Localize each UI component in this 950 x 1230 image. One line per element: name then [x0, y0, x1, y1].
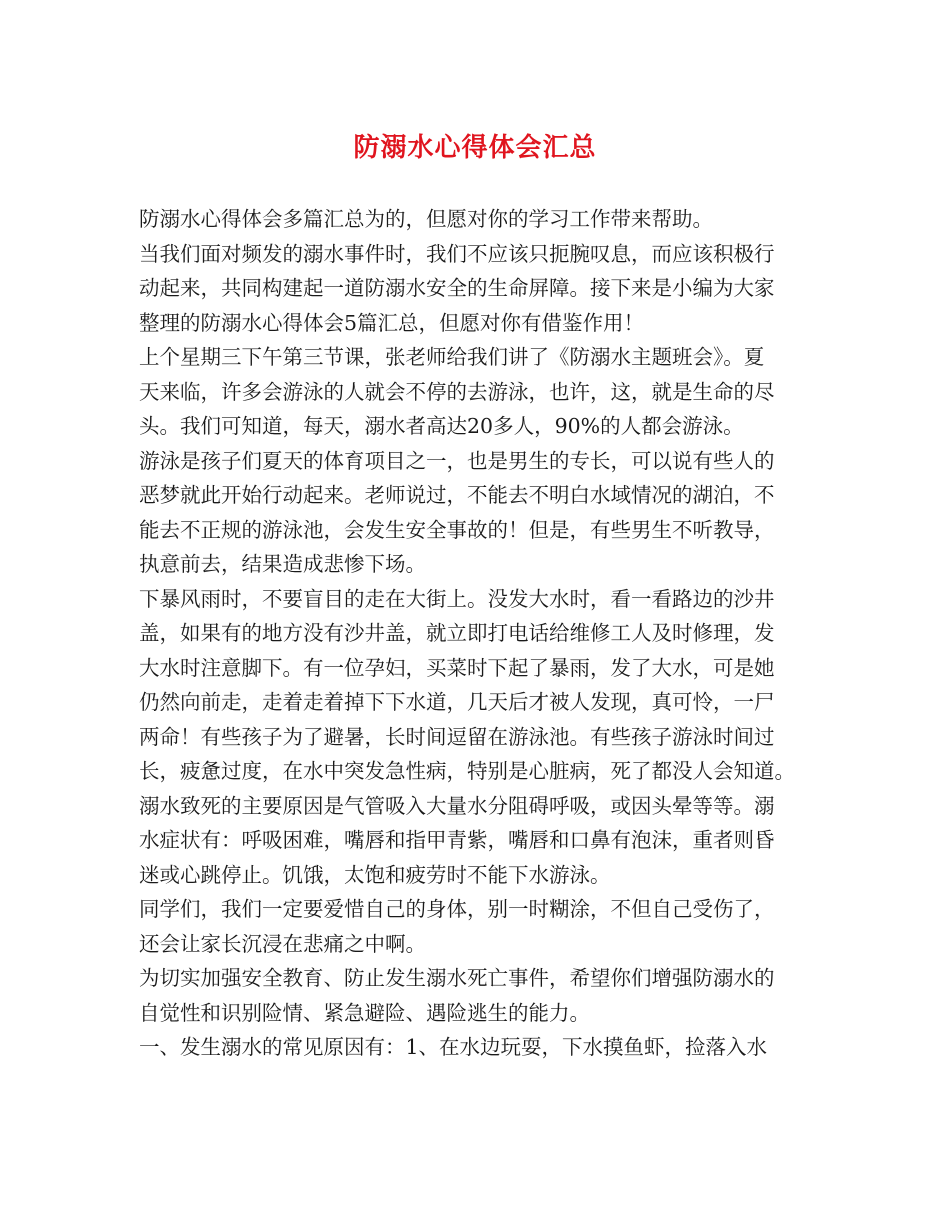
- text-line: 溺水致死的主要原因是气管吸入大量水分阻碍呼吸，或因头晕等等。溺: [139, 793, 775, 818]
- text-line: 水症状有：呼吸困难，嘴唇和指甲青紫，嘴唇和口鼻有泡沫，重者则昏: [139, 828, 775, 852]
- text-line: 当我们面对频发的溺水事件时，我们不应该只扼腕叹息，而应该积极行: [139, 241, 775, 266]
- text-line: 能去不正规的游泳池，会发生安全事故的！但是，有些男生不听教导，: [139, 517, 775, 542]
- text-line: 下暴风雨时，不要盲目的走在大街上。没发大水时，看一看路边的沙井: [139, 586, 775, 611]
- text-line: 头。我们可知道，每天，溺水者高达20多人，90%的人都会游泳。: [139, 414, 744, 438]
- text-line: 仍然向前走，走着走着掉下下水道，几天后才被人发现，真可怜，一尸: [139, 690, 775, 714]
- text-line: 还会让家长沉浸在悲痛之中啊。: [139, 931, 426, 956]
- text-line: 游泳是孩子们夏天的体育项目之一，也是男生的专长，可以说有些人的: [139, 448, 775, 473]
- text-line: 上个星期三下午第三节课，张老师给我们讲了《防溺水主题班会》。夏: [139, 345, 765, 369]
- text-line: 同学们，我们一定要爱惜自己的身体，别一时糊涂，不但自己受伤了，: [139, 897, 775, 921]
- text-line: 自觉性和识别险情、紧急避险、遇险逃生的能力。: [139, 1000, 590, 1025]
- document-body: [139, 202, 829, 1065]
- text-line: 迷或心跳停止。饥饿，太饱和疲劳时不能下水游泳。: [139, 862, 611, 887]
- document-title: 防溺水心得体会汇总: [353, 133, 597, 163]
- text-line: 两命！有些孩子为了避暑，长时间逗留在游泳池。有些孩子游泳时间过: [139, 724, 775, 749]
- text-line: 盖，如果有的地方没有沙井盖，就立即打电话给维修工人及时修理，发: [139, 621, 775, 645]
- text-line: 为切实加强安全教育、防止发生溺水死亡事件，希望你们增强防溺水的: [139, 966, 775, 990]
- text-line: 执意前去，结果造成悲惨下场。: [139, 552, 426, 576]
- text-line: 整理的防溺水心得体会5篇汇总，但愿对你有借鉴作用！: [139, 310, 645, 335]
- text-line: 天来临，许多会游泳的人就会不停的去游泳，也许，这，就是生命的尽: [139, 379, 775, 404]
- text-line: 防溺水心得体会多篇汇总为的，但愿对你的学习工作带来帮助。: [139, 207, 713, 231]
- text-line: 长，疲惫过度，在水中突发急性病，特别是心脏病，死了都没人会知道。: [139, 759, 795, 783]
- text-line: 大水时注意脚下。有一位孕妇，买菜时下起了暴雨，发了大水，可是她: [139, 655, 775, 680]
- text-line: 一、发生溺水的常见原因有：1、在水边玩耍，下水摸鱼虾，捡落入水: [139, 1035, 768, 1059]
- text-line: 动起来，共同构建起一道防溺水安全的生命屏障。接下来是小编为大家: [139, 276, 775, 300]
- text-line: 恶梦就此开始行动起来。老师说过，不能去不明白水域情况的湖泊，不: [139, 483, 775, 507]
